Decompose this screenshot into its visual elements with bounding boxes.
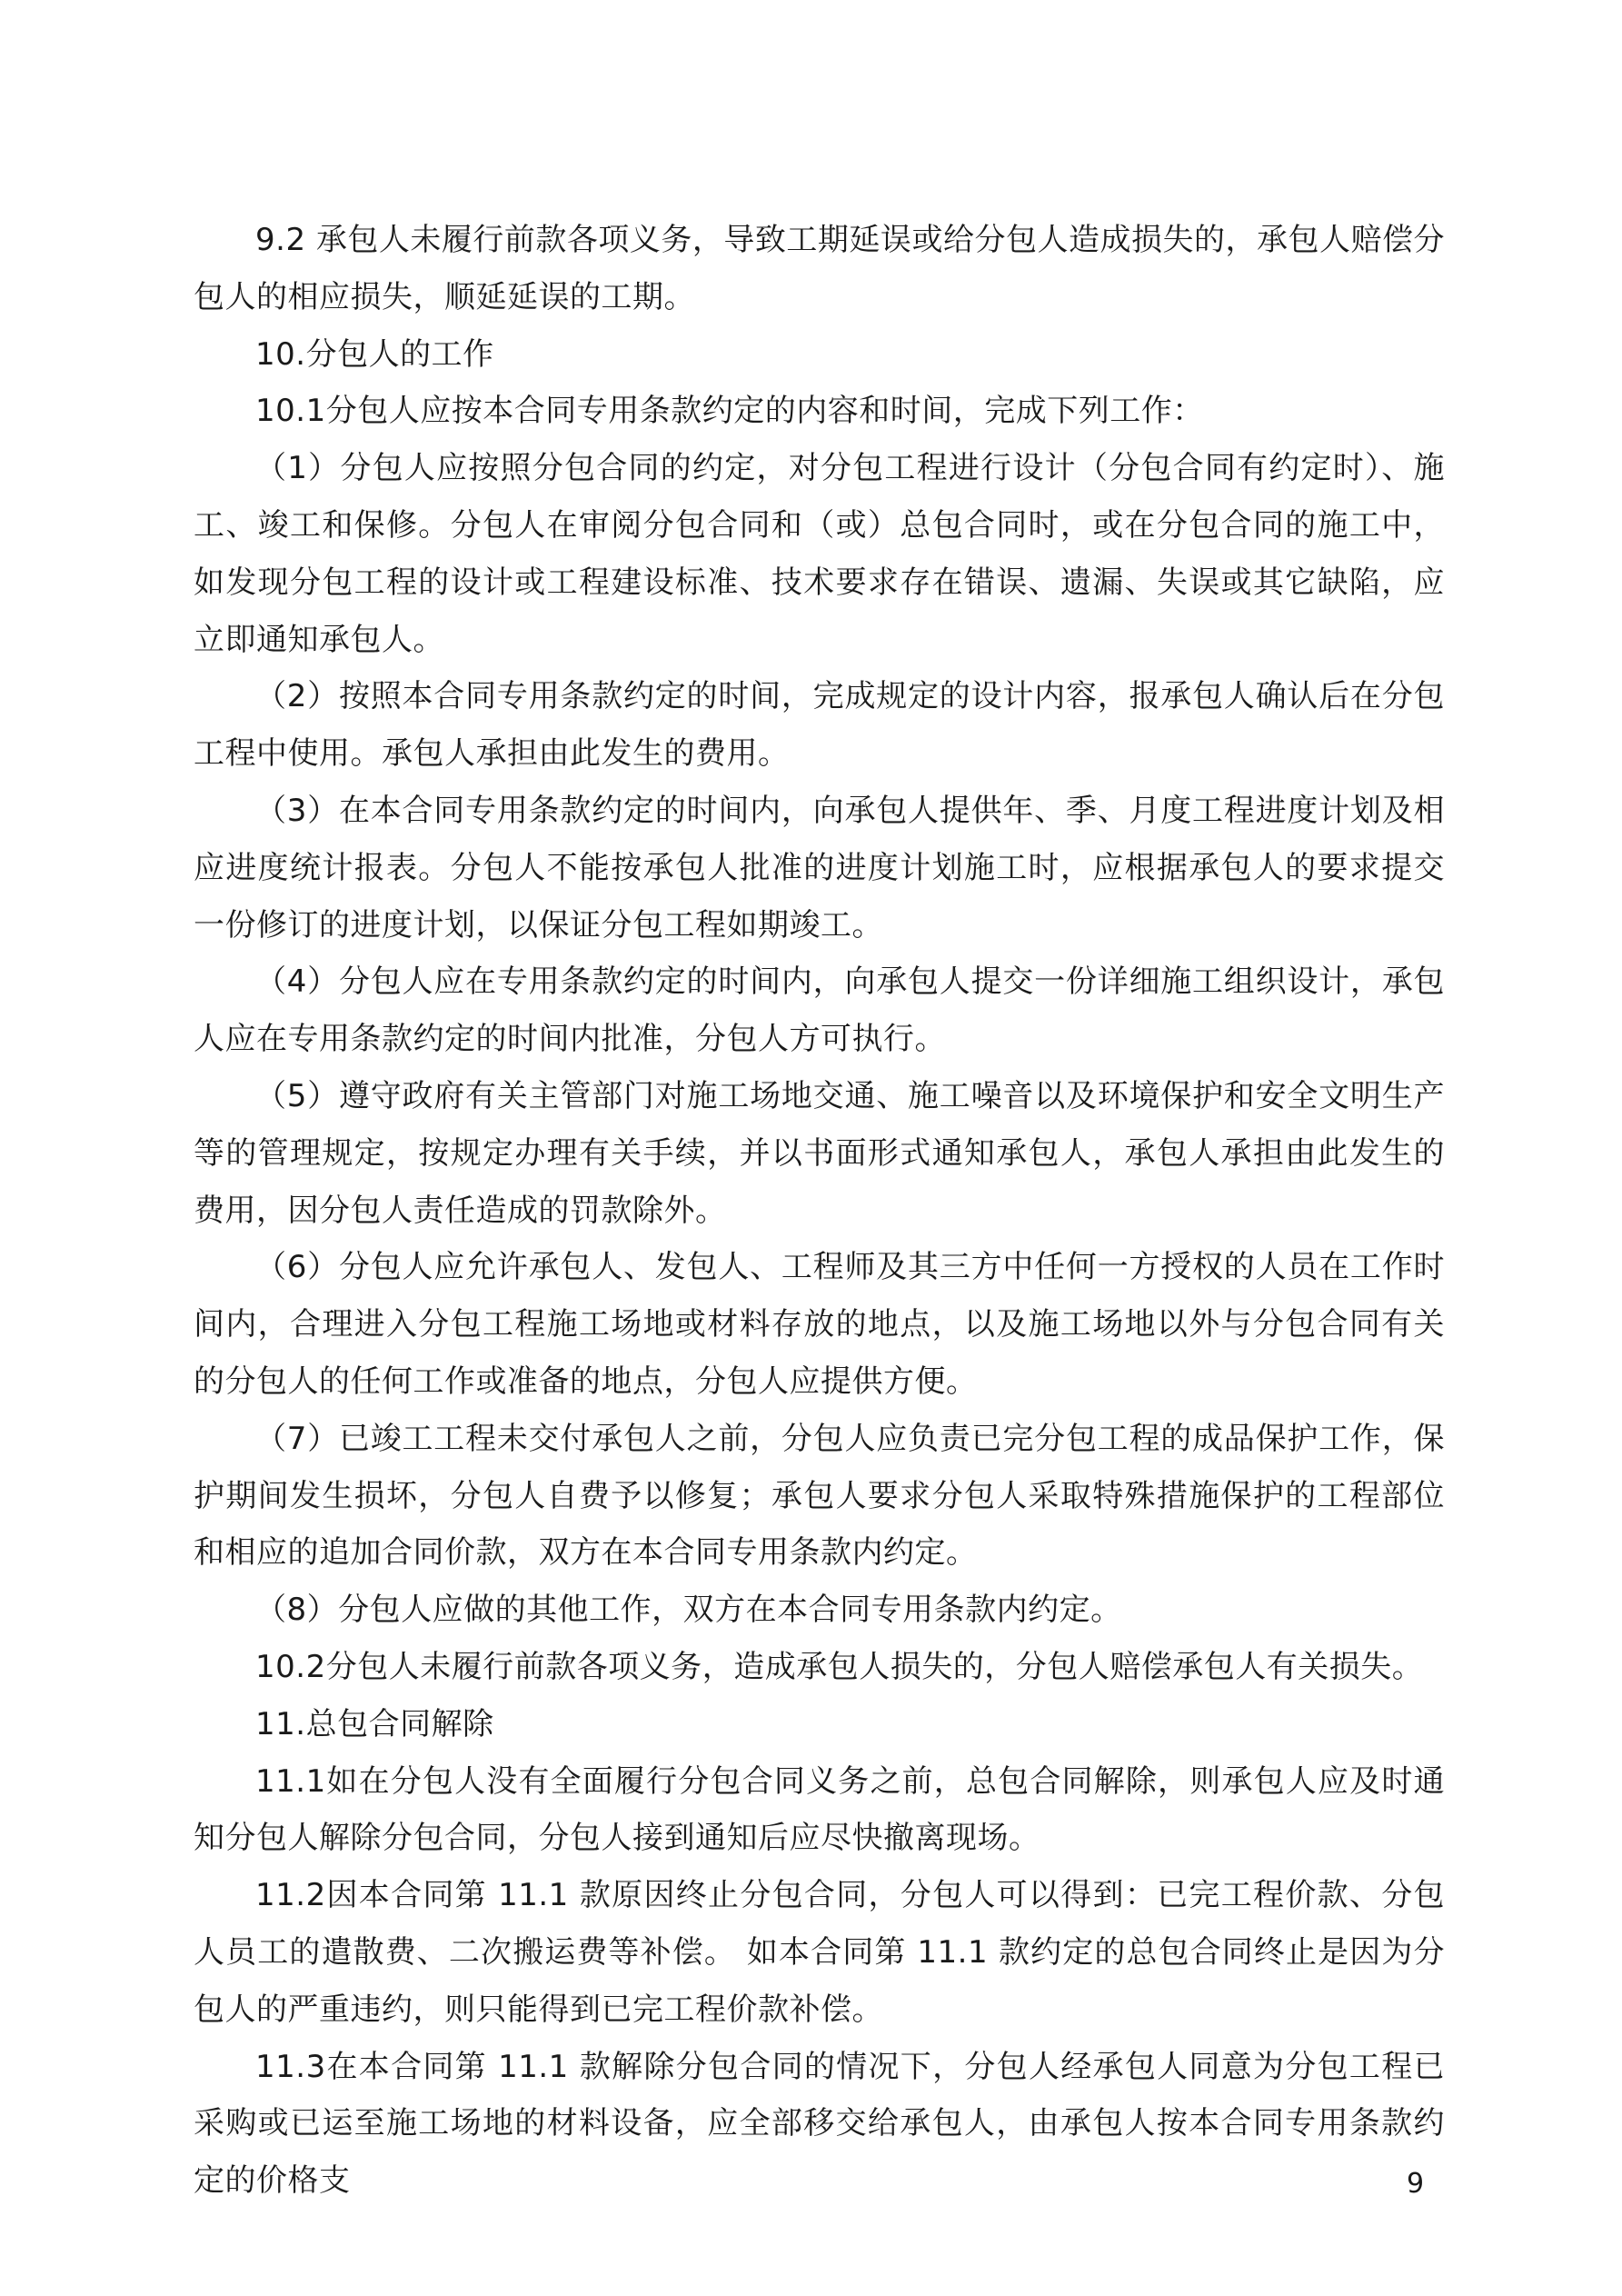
list-item-5: （5）遵守政府有关主管部门对施工场地交通、施工噪音以及环境保护和安全文明生产等的管理规定，按规定办理有关手续，并以书面形式通知承包人，承包人承担由此发生的费用，因分包人责任造成的罚款除外。 xyxy=(194,1077,1445,1229)
list-item-1: （1）分包人应按照分包合同的约定，对分包工程进行设计（分包合同有约定时）、施工、竣工和保修。分包人在审阅分包合同和（或）总包合同时，或在分包合同的施工中，如发现分包工程的设计或工程建设标准、技术要求存在错误、遗漏、失误或其它缺陷，应立即通知承包人。 xyxy=(194,450,1445,658)
list-item-3: （3）在本合同专用条款约定的时间内，向承包人提供年、季、月度工程进度计划及相应进度统计报表。分包人不能按承包人批准的进度计划施工时，应根据承包人的要求提交一份修订的进度计划，以保证分包工程如期竣工。 xyxy=(194,792,1445,943)
paragraph-11-3: 11.3在本合同第 11.1 款解除分包合同的情况下，分包人经承包人同意为分包工程已采购或已运至施工场地的材料设备，应全部移交给承包人，由承包人按本合同专用条款约定的价格支 xyxy=(194,2048,1445,2200)
list-item-8: （8）分包人应做的其他工作，双方在本合同专用条款内约定。 xyxy=(255,1592,1122,1629)
heading-10: 10.分包人的工作 xyxy=(255,335,494,373)
paragraph-11-2: 11.2因本合同第 11.1 款原因终止分包合同，分包人可以得到：已完工程价款、分包人员工的遣散费、二次搬运费等补偿。 如本合同第 11.1 款约定的总包合同终止是因为分包人的严重违约，则只能得到已完工程价款补偿。 xyxy=(194,1877,1445,2028)
paragraph-10-1: 10.1分包人应按本合同专用条款约定的内容和时间，完成下列工作： xyxy=(255,393,1204,430)
list-item-6: （6）分包人应允许承包人、发包人、工程师及其三方中任何一方授权的人员在工作时间内，合理进入分包工程施工场地或材料存放的地点，以及施工场地以外与分包合同有关的分包人的任何工作或准备的地点，分包人应提供方便。 xyxy=(194,1249,1445,1400)
paragraph-10-2: 10.2分包人未履行前款各项义务，造成承包人损失的，分包人赔偿承包人有关损失。 xyxy=(255,1648,1424,1685)
heading-11: 11.总包合同解除 xyxy=(255,1705,494,1742)
page-number: 9 xyxy=(1407,2168,1425,2200)
paragraph-11-1: 11.1如在分包人没有全面履行分包合同义务之前，总包合同解除，则承包人应及时通知分包人解除分包合同，分包人接到通知后应尽快撤离现场。 xyxy=(194,1762,1445,1857)
list-item-2: （2）按照本合同专用条款约定的时间，完成规定的设计内容，报承包人确认后在分包工程中使用。承包人承担由此发生的费用。 xyxy=(194,678,1445,773)
document-body xyxy=(194,212,1445,2210)
list-item-4: （4）分包人应在专用条款约定的时间内，向承包人提交一份详细施工组织设计，承包人应在专用条款约定的时间内批准，分包人方可执行。 xyxy=(194,963,1445,1058)
paragraph-9-2: 9.2 承包人未履行前款各项义务，导致工期延误或给分包人造成损失的，承包人赔偿分包人的相应损失，顺延延误的工期。 xyxy=(194,222,1445,315)
list-item-7: （7）已竣工工程未交付承包人之前，分包人应负责已完分包工程的成品保护工作，保护期间发生损坏，分包人自费予以修复；承包人要求分包人采取特殊措施保护的工程部位和相应的追加合同价款，双方在本合同专用条款内约定。 xyxy=(194,1420,1445,1572)
